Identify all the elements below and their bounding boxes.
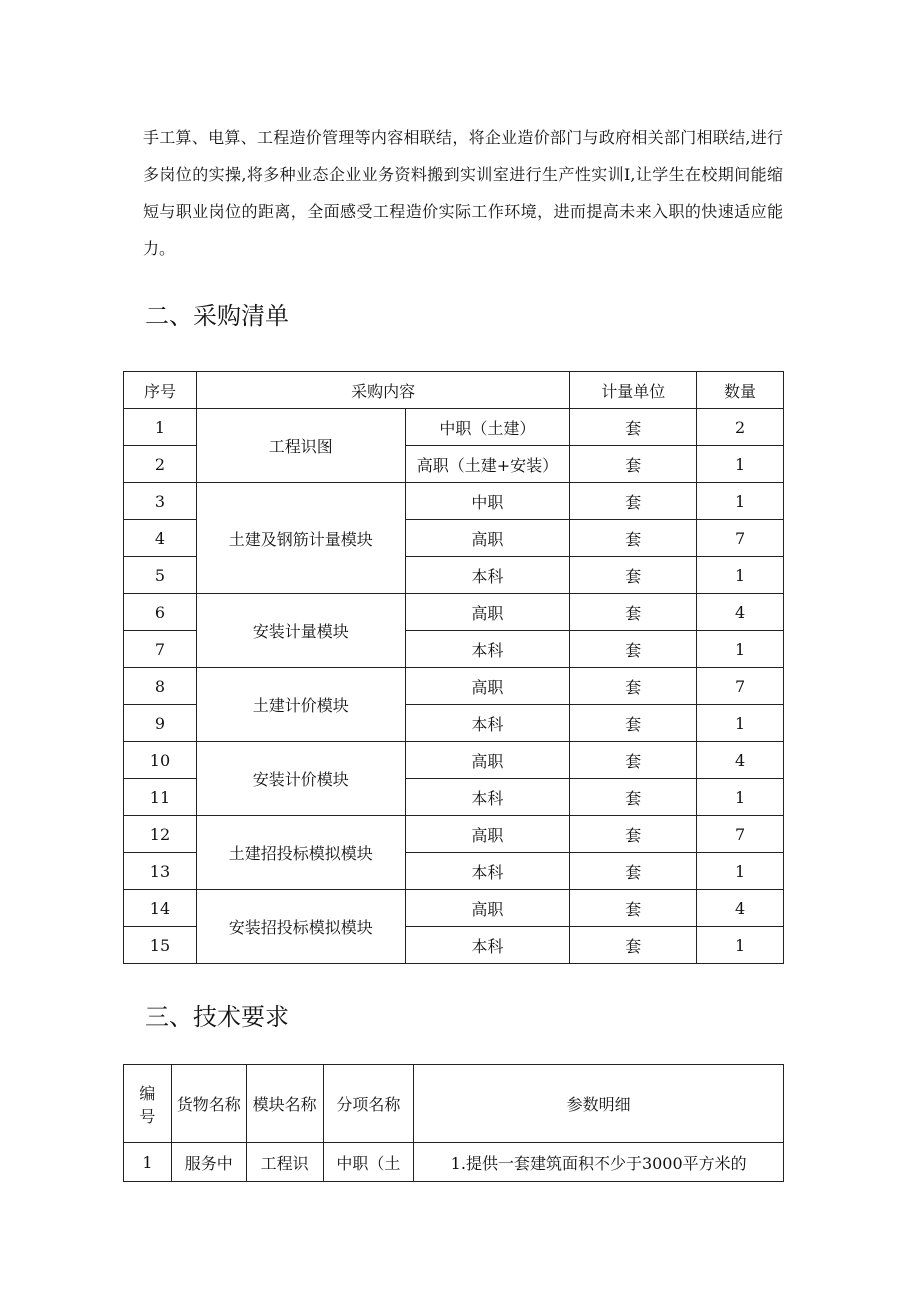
intro-paragraph: 手工算、电算、工程造价管理等内容相联结，将企业造价部门与政府相关部门相联结,进行多岗位的实操,将多种业态企业业务资料搬到实训室进行生产性实训I,让学生在校期间能缩短与职业岗位的距离，全面感受工程造价实际工作环境，进而提高未来入职的快速适应能力。 bbox=[143, 128, 783, 258]
procurement-row bbox=[124, 409, 784, 446]
level: 高职 bbox=[405, 890, 570, 927]
quantity: 1 bbox=[697, 779, 784, 816]
row-number: 13 bbox=[124, 853, 197, 890]
level: 高职 bbox=[405, 520, 570, 557]
procurement-row bbox=[124, 483, 784, 520]
level: 高职 bbox=[405, 816, 570, 853]
row-number: 3 bbox=[124, 483, 197, 520]
quantity: 7 bbox=[697, 668, 784, 705]
unit: 套 bbox=[570, 742, 697, 779]
procurement-row bbox=[124, 668, 784, 705]
row-number: 2 bbox=[124, 446, 197, 483]
proc-header-unit: 计量单位 bbox=[570, 372, 697, 409]
section-2-heading: 二、采购清单 bbox=[145, 302, 289, 330]
row-number: 1 bbox=[124, 409, 197, 446]
tech-header-no: 编 号 bbox=[124, 1065, 172, 1143]
tech-header-goods: 货物名称 bbox=[171, 1065, 246, 1143]
level: 高职 bbox=[405, 668, 570, 705]
quantity: 4 bbox=[697, 890, 784, 927]
quantity: 1 bbox=[697, 705, 784, 742]
unit: 套 bbox=[570, 631, 697, 668]
level: 中职（土建） bbox=[405, 409, 570, 446]
quantity: 1 bbox=[697, 446, 784, 483]
quantity: 1 bbox=[697, 557, 784, 594]
unit: 套 bbox=[570, 705, 697, 742]
unit: 套 bbox=[570, 594, 697, 631]
quantity: 1 bbox=[697, 631, 784, 668]
unit: 套 bbox=[570, 853, 697, 890]
module-name: 土建计价模块 bbox=[196, 668, 405, 742]
quantity: 2 bbox=[697, 409, 784, 446]
section-3-heading: 三、技术要求 bbox=[145, 1003, 289, 1031]
tech-cell-detail: 1.提供一套建筑面积不少于3000平方米的 bbox=[414, 1143, 784, 1182]
level: 本科 bbox=[405, 779, 570, 816]
row-number: 10 bbox=[124, 742, 197, 779]
row-number: 8 bbox=[124, 668, 197, 705]
tech-header-item: 分项名称 bbox=[323, 1065, 414, 1143]
procurement-row bbox=[124, 890, 784, 927]
tech-requirements-table bbox=[123, 1064, 784, 1182]
unit: 套 bbox=[570, 927, 697, 964]
unit: 套 bbox=[570, 557, 697, 594]
procurement-row bbox=[124, 594, 784, 631]
row-number: 7 bbox=[124, 631, 197, 668]
module-name: 土建及钢筋计量模块 bbox=[196, 483, 405, 594]
level: 本科 bbox=[405, 557, 570, 594]
unit: 套 bbox=[570, 668, 697, 705]
tech-header-row bbox=[124, 1065, 784, 1143]
row-number: 9 bbox=[124, 705, 197, 742]
level: 本科 bbox=[405, 705, 570, 742]
row-number: 6 bbox=[124, 594, 197, 631]
level: 本科 bbox=[405, 927, 570, 964]
module-name: 安装招投标模拟模块 bbox=[196, 890, 405, 964]
level: 高职 bbox=[405, 594, 570, 631]
tech-cell-item: 中职（土 bbox=[323, 1143, 414, 1182]
proc-header-qty: 数量 bbox=[697, 372, 784, 409]
level: 本科 bbox=[405, 853, 570, 890]
row-number: 11 bbox=[124, 779, 197, 816]
unit: 套 bbox=[570, 890, 697, 927]
tech-cell-module: 工程识 bbox=[246, 1143, 323, 1182]
level: 高职 bbox=[405, 742, 570, 779]
quantity: 7 bbox=[697, 520, 784, 557]
module-name: 安装计量模块 bbox=[196, 594, 405, 668]
unit: 套 bbox=[570, 779, 697, 816]
procurement-table bbox=[123, 371, 784, 964]
level: 高职（土建+安装） bbox=[405, 446, 570, 483]
proc-header-content: 采购内容 bbox=[196, 372, 569, 409]
module-name: 安装计价模块 bbox=[196, 742, 405, 816]
tech-header-module: 模块名称 bbox=[246, 1065, 323, 1143]
unit: 套 bbox=[570, 409, 697, 446]
quantity: 1 bbox=[697, 927, 784, 964]
quantity: 1 bbox=[697, 483, 784, 520]
quantity: 1 bbox=[697, 853, 784, 890]
tech-header-detail: 参数明细 bbox=[414, 1065, 784, 1143]
row-number: 14 bbox=[124, 890, 197, 927]
level: 中职 bbox=[405, 483, 570, 520]
procurement-row bbox=[124, 816, 784, 853]
module-name: 土建招投标模拟模块 bbox=[196, 816, 405, 890]
unit: 套 bbox=[570, 816, 697, 853]
level: 本科 bbox=[405, 631, 570, 668]
procurement-row bbox=[124, 742, 784, 779]
quantity: 4 bbox=[697, 594, 784, 631]
unit: 套 bbox=[570, 446, 697, 483]
unit: 套 bbox=[570, 483, 697, 520]
unit: 套 bbox=[570, 520, 697, 557]
tech-row bbox=[124, 1143, 784, 1182]
row-number: 12 bbox=[124, 816, 197, 853]
quantity: 7 bbox=[697, 816, 784, 853]
row-number: 5 bbox=[124, 557, 197, 594]
tech-cell-goods: 服务中 bbox=[171, 1143, 246, 1182]
module-name: 工程识图 bbox=[196, 409, 405, 483]
row-number: 15 bbox=[124, 927, 197, 964]
proc-header-no: 序号 bbox=[124, 372, 197, 409]
tech-cell-no: 1 bbox=[124, 1143, 172, 1182]
quantity: 4 bbox=[697, 742, 784, 779]
row-number: 4 bbox=[124, 520, 197, 557]
procurement-header-row bbox=[124, 372, 784, 409]
